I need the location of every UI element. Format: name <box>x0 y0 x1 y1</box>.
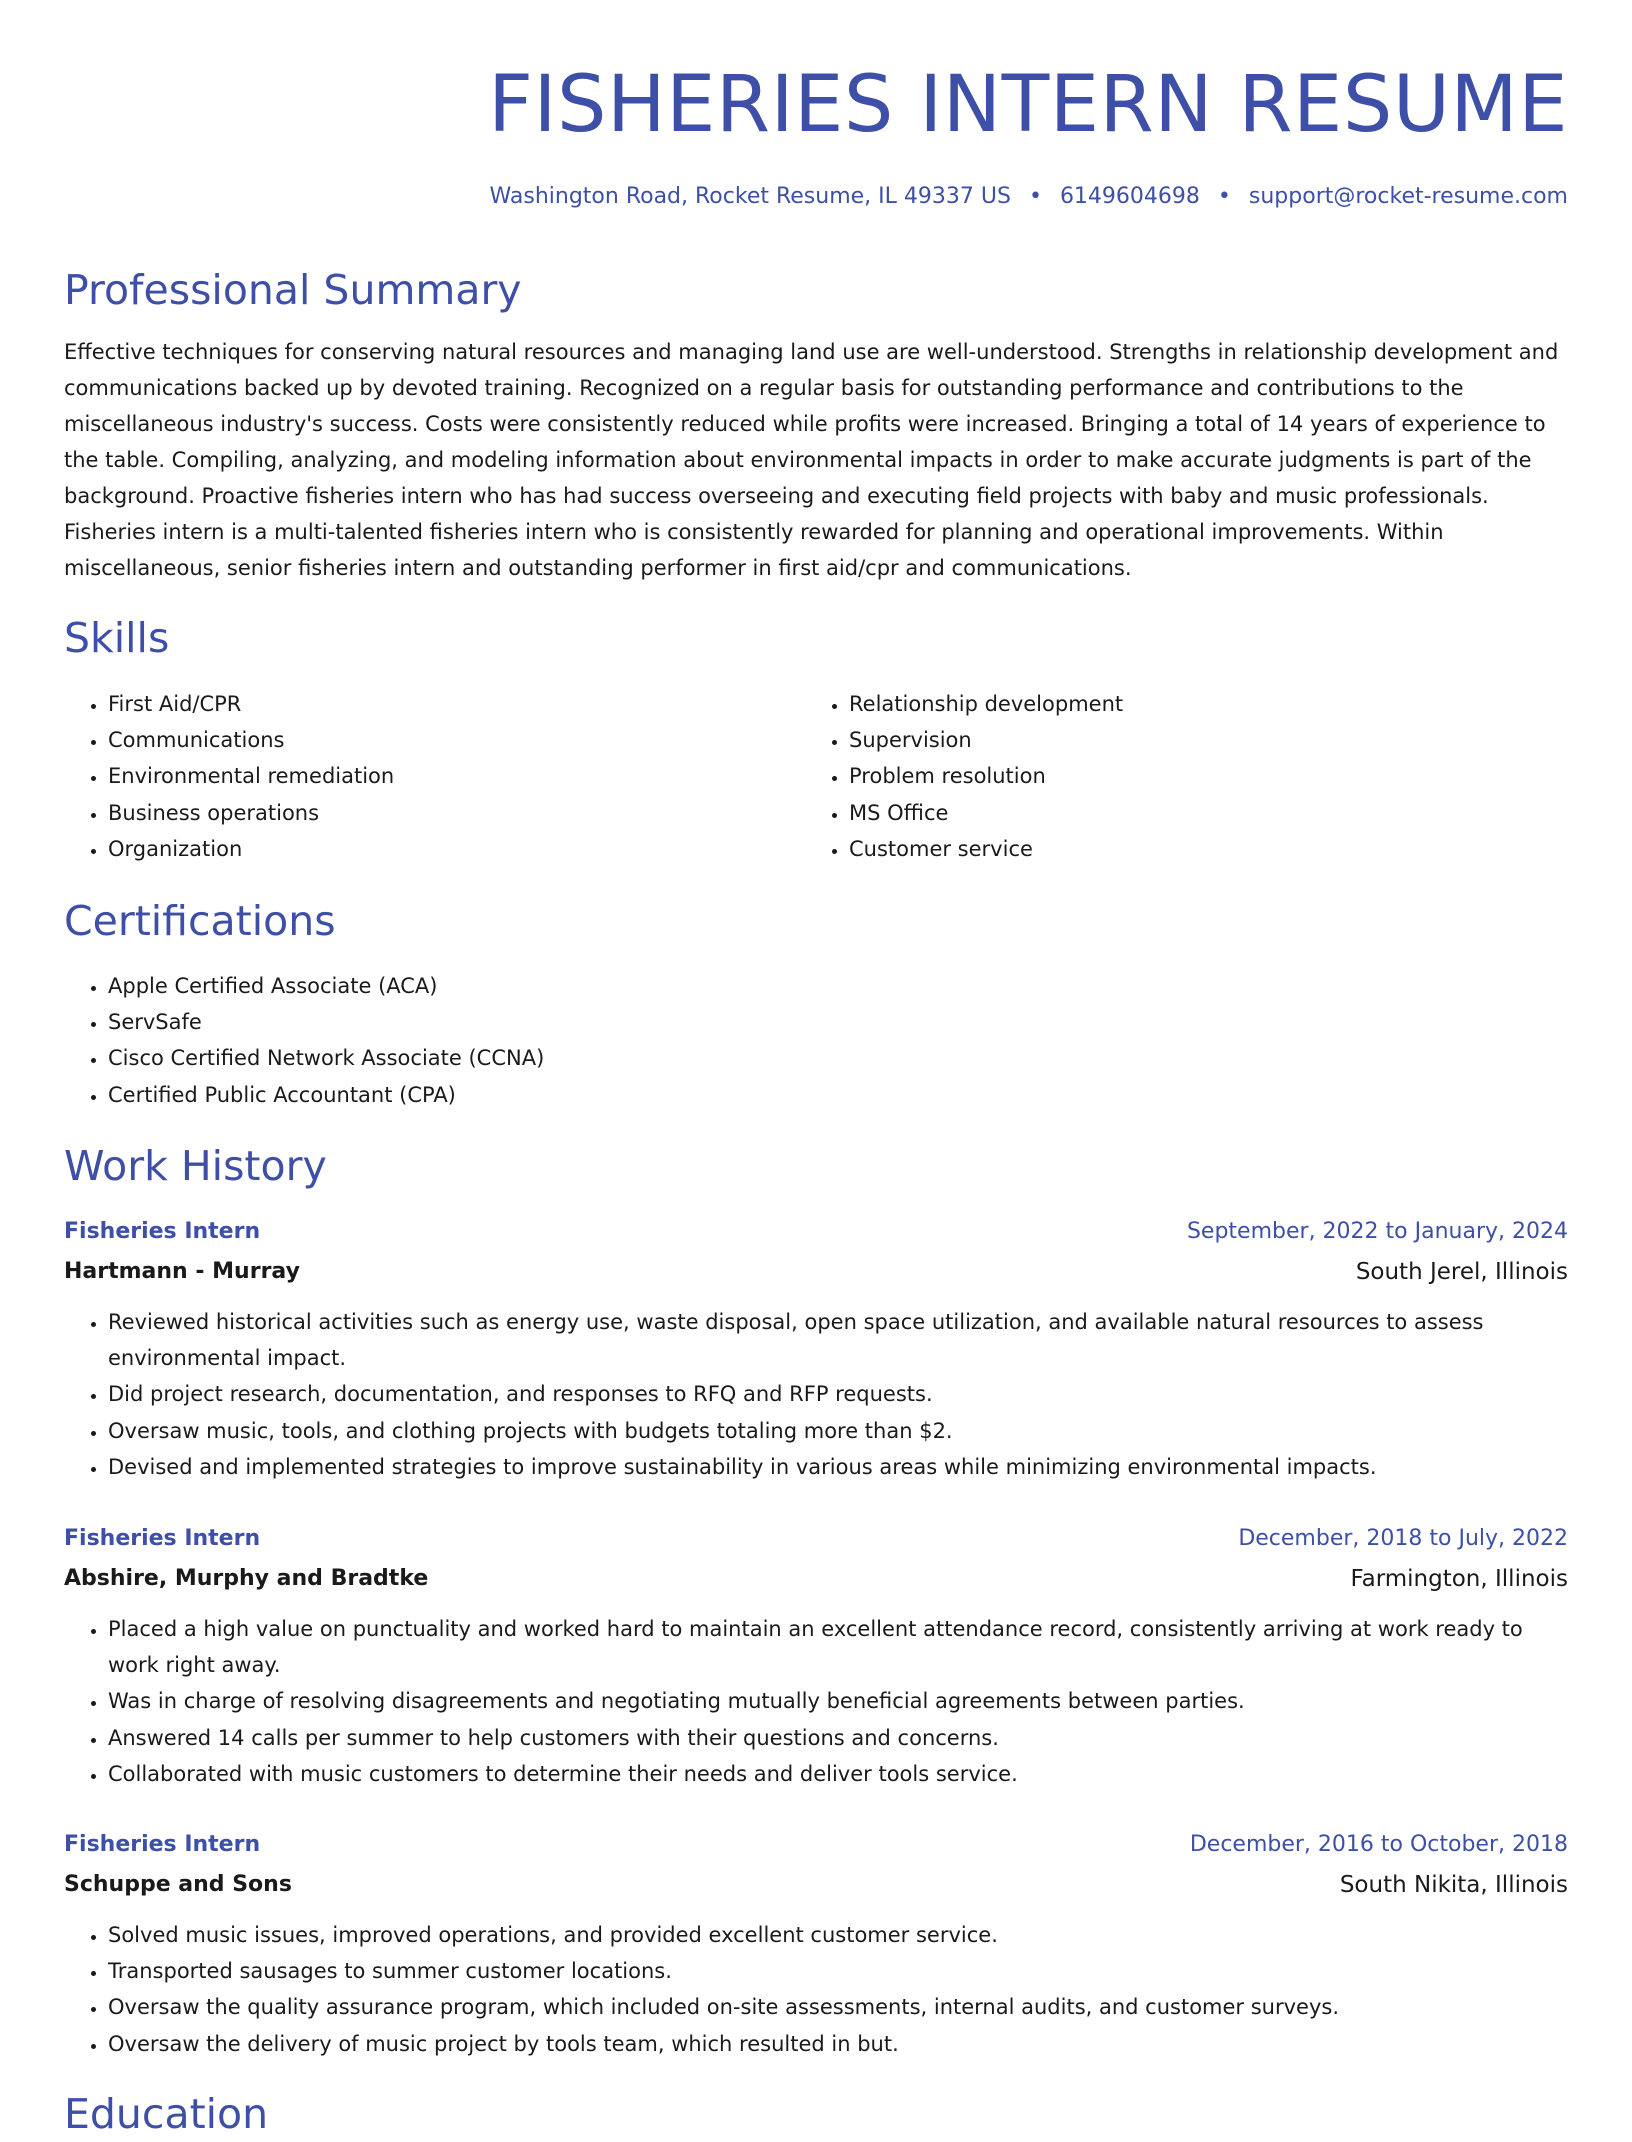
skills-list-right <box>805 686 1123 867</box>
job-bullet: • Did project research, documentation, and responses to RFQ and RFP requests. <box>108 1376 1568 1412</box>
contact-email[interactable]: support@rocket-resume.com <box>1248 184 1568 209</box>
contact-phone: 6149604698 <box>1059 184 1200 209</box>
job-bullet: • Devised and implemented strategies to improve sustainability in various areas while minimizing environmental impacts. <box>108 1449 1568 1485</box>
job-entry <box>64 1212 1568 1485</box>
contact-line <box>490 178 1568 216</box>
resume-title: FISHERIES INTERN RESUME <box>488 60 1568 150</box>
job-bullet: • Collaborated with music customers to determine their needs and deliver tools service. <box>108 1756 1568 1792</box>
skills-list-left <box>64 686 394 867</box>
job-company: Schuppe and Sons <box>64 1872 292 1897</box>
contact-separator: • <box>1217 184 1231 209</box>
job-title-row <box>64 1825 1568 1865</box>
job-bullets <box>64 1917 1568 2062</box>
job-title: Fisheries Intern <box>64 1832 261 1857</box>
skill-item: • Customer service <box>849 831 1123 867</box>
skill-item: • Organization <box>108 831 394 867</box>
summary-text: Effective techniques for conserving natural resources and managing land use are well-understood. Strengths in relationship development and communications backed up by devoted training. Recognized on a regular basis for outstanding performance and contributions to the miscellaneous industry's success. Costs were consistently reduced while profits were increased. Bringing a total of 14 years of experience to the table. Compiling, analyzing, and modeling information about environmental impacts in order to make accurate judgments is part of the background. Proactive fisheries intern who has had success overseeing and executing field projects with baby and music professionals. Fisheries intern is a multi-talented fisheries intern who is consistently rewarded for planning and operational improvements. Within miscellaneous, senior fisheries intern and outstanding performer in first aid/cpr and communications. <box>64 340 1559 580</box>
skill-item: • Business operations <box>108 795 394 831</box>
skill-item: • Environmental remediation <box>108 758 394 794</box>
skill-item: • Communications <box>108 722 394 758</box>
job-title: Fisheries Intern <box>64 1526 261 1551</box>
certification-item: • Apple Certified Associate (ACA) <box>108 968 544 1004</box>
job-title: Fisheries Intern <box>64 1219 261 1244</box>
work-history-heading: Work History <box>64 1142 327 1190</box>
certification-item: • Certified Public Accountant (CPA) <box>108 1077 544 1113</box>
skill-item: • Problem resolution <box>849 758 1123 794</box>
contact-separator: • <box>1028 184 1042 209</box>
contact-address: Washington Road, Rocket Resume, IL 49337 US <box>489 184 1011 209</box>
job-dates: December, 2018 to July, 2022 <box>1238 1526 1568 1551</box>
certification-item: • ServSafe <box>108 1004 544 1040</box>
summary-heading: Professional Summary <box>64 266 522 314</box>
job-location: Farmington, Illinois <box>1350 1566 1568 1592</box>
job-title-row <box>64 1212 1568 1252</box>
certifications-heading: Certifications <box>64 897 336 945</box>
certifications-bullets <box>64 968 544 1113</box>
job-title-row <box>64 1519 1568 1559</box>
job-entry <box>64 1519 1568 1792</box>
job-location: South Jerel, Illinois <box>1355 1259 1568 1285</box>
job-bullet: • Oversaw the delivery of music project by tools team, which resulted in but. <box>108 2026 1568 2062</box>
job-bullet: • Oversaw the quality assurance program, which included on-site assessments, internal audits, and customer surveys. <box>108 1989 1568 2025</box>
skill-item: • First Aid/CPR <box>108 686 394 722</box>
skill-item: • Relationship development <box>849 686 1123 722</box>
job-location: South Nikita, Illinois <box>1339 1872 1568 1898</box>
skills-column-right <box>805 686 1123 867</box>
job-bullet: • Was in charge of resolving disagreements and negotiating mutually beneficial agreements between parties. <box>108 1683 1568 1719</box>
job-bullets <box>64 1304 1568 1485</box>
job-company-row <box>64 1559 1568 1599</box>
job-bullet: • Reviewed historical activities such as energy use, waste disposal, open space utilization, and available natural resources to assess environmental impact. <box>108 1304 1568 1376</box>
job-bullet: • Oversaw music, tools, and clothing projects with budgets totaling more than $2. <box>108 1413 1568 1449</box>
job-dates: December, 2016 to October, 2018 <box>1189 1832 1568 1857</box>
job-bullets <box>64 1611 1568 1792</box>
education-heading: Education <box>64 2090 269 2138</box>
skills-column-left <box>64 686 394 867</box>
job-company-row <box>64 1252 1568 1292</box>
job-bullet: • Solved music issues, improved operations, and provided excellent customer service. <box>108 1917 1568 1953</box>
job-company-row <box>64 1865 1568 1905</box>
job-entry <box>64 1825 1568 2062</box>
job-bullet: • Answered 14 calls per summer to help customers with their questions and concerns. <box>108 1720 1568 1756</box>
job-company: Hartmann - Murray <box>64 1259 300 1284</box>
certifications-list <box>64 968 544 1113</box>
certification-item: • Cisco Certified Network Associate (CCNA) <box>108 1040 544 1076</box>
job-bullet: • Placed a high value on punctuality and worked hard to maintain an excellent attendance record, consistently arriving at work ready to work right away. <box>108 1611 1568 1683</box>
skill-item: • MS Office <box>849 795 1123 831</box>
job-bullet: • Transported sausages to summer customer locations. <box>108 1953 1568 1989</box>
skills-heading: Skills <box>64 614 170 662</box>
job-company: Abshire, Murphy and Bradtke <box>64 1566 429 1591</box>
skill-item: • Supervision <box>849 722 1123 758</box>
job-dates: September, 2022 to January, 2024 <box>1186 1219 1568 1244</box>
